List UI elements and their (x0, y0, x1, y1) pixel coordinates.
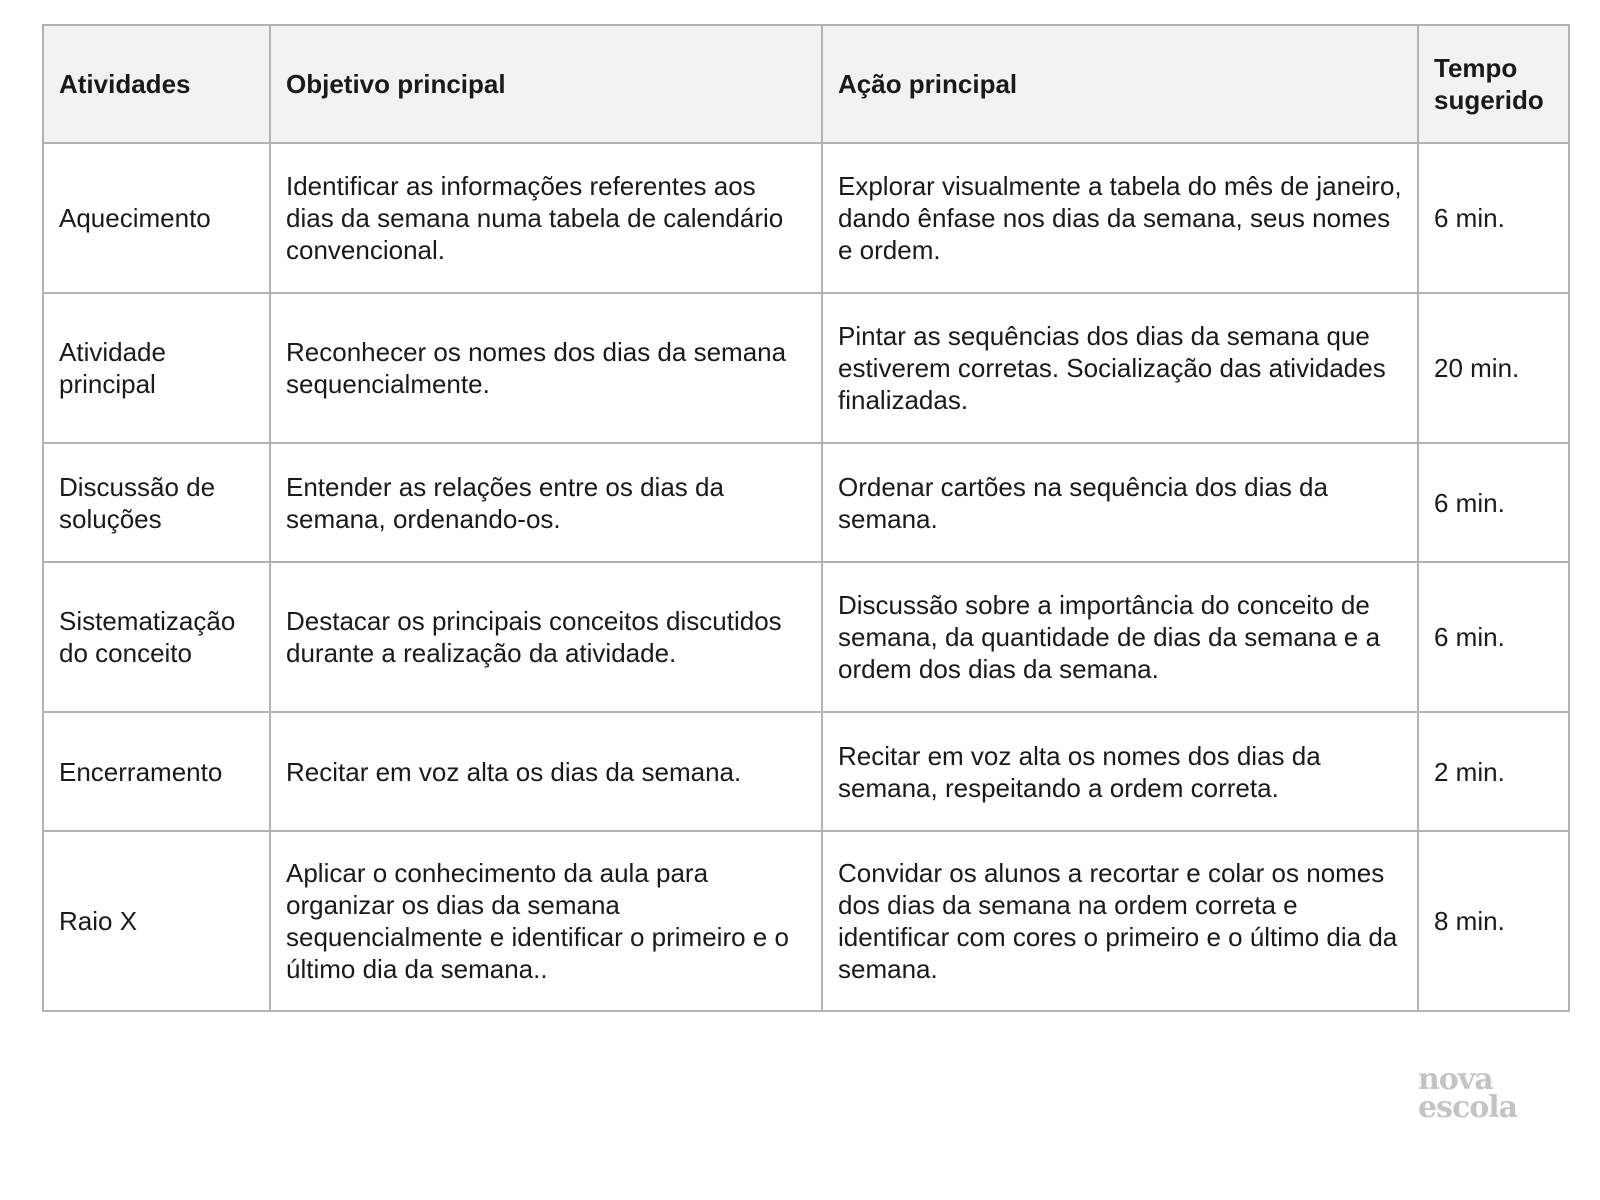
cell-acao: Discussão sobre a importância do conceito de semana, da quantidade de dias da semana e a ordem dos dias da semana. (822, 562, 1418, 712)
cell-objetivo: Recitar em voz alta os dias da semana. (270, 712, 822, 831)
cell-atividade: Discussão de soluções (43, 443, 270, 562)
lesson-plan-table (42, 24, 1570, 1012)
cell-atividade: Sistematização do conceito (43, 562, 270, 712)
cell-tempo: 6 min. (1418, 562, 1569, 712)
table-header-row (43, 25, 1569, 143)
header-tempo-sugerido: Tempo sugerido (1418, 25, 1569, 143)
table-row (43, 712, 1569, 831)
table-row (43, 143, 1569, 293)
cell-objetivo: Aplicar o conhecimento da aula para organizar os dias da semana sequencialmente e identificar o primeiro e o último dia da semana.. (270, 831, 822, 1011)
logo-line-nova: nova (1418, 1062, 1493, 1097)
cell-tempo: 20 min. (1418, 293, 1569, 443)
cell-objetivo: Entender as relações entre os dias da semana, ordenando-os. (270, 443, 822, 562)
cell-tempo: 6 min. (1418, 443, 1569, 562)
cell-tempo: 6 min. (1418, 143, 1569, 293)
cell-tempo: 8 min. (1418, 831, 1569, 1011)
table-row (43, 831, 1569, 1011)
cell-objetivo: Reconhecer os nomes dos dias da semana sequencialmente. (270, 293, 822, 443)
cell-atividade: Atividade principal (43, 293, 270, 443)
table-row (43, 562, 1569, 712)
cell-tempo: 2 min. (1418, 712, 1569, 831)
cell-atividade: Encerramento (43, 712, 270, 831)
header-atividades: Atividades (43, 25, 270, 143)
cell-acao: Pintar as sequências dos dias da semana que estiverem corretas. Socialização das atividades finalizadas. (822, 293, 1418, 443)
cell-atividade: Raio X (43, 831, 270, 1011)
cell-objetivo: Destacar os principais conceitos discutidos durante a realização da atividade. (270, 562, 822, 712)
header-acao-principal: Ação principal (822, 25, 1418, 143)
cell-atividade: Aquecimento (43, 143, 270, 293)
header-objetivo-principal: Objetivo principal (270, 25, 822, 143)
cell-objetivo: Identificar as informações referentes aos dias da semana numa tabela de calendário convencional. (270, 143, 822, 293)
table-row (43, 443, 1569, 562)
cell-acao: Ordenar cartões na sequência dos dias da semana. (822, 443, 1418, 562)
cell-acao: Recitar em voz alta os nomes dos dias da semana, respeitando a ordem correta. (822, 712, 1418, 831)
logo-line-escola: escola (1418, 1090, 1518, 1125)
nova-escola-logo (1418, 1062, 1538, 1125)
table-row (43, 293, 1569, 443)
cell-acao: Explorar visualmente a tabela do mês de janeiro, dando ênfase nos dias da semana, seus nomes e ordem. (822, 143, 1418, 293)
cell-acao: Convidar os alunos a recortar e colar os nomes dos dias da semana na ordem correta e identificar com cores o primeiro e o último dia da semana. (822, 831, 1418, 1011)
